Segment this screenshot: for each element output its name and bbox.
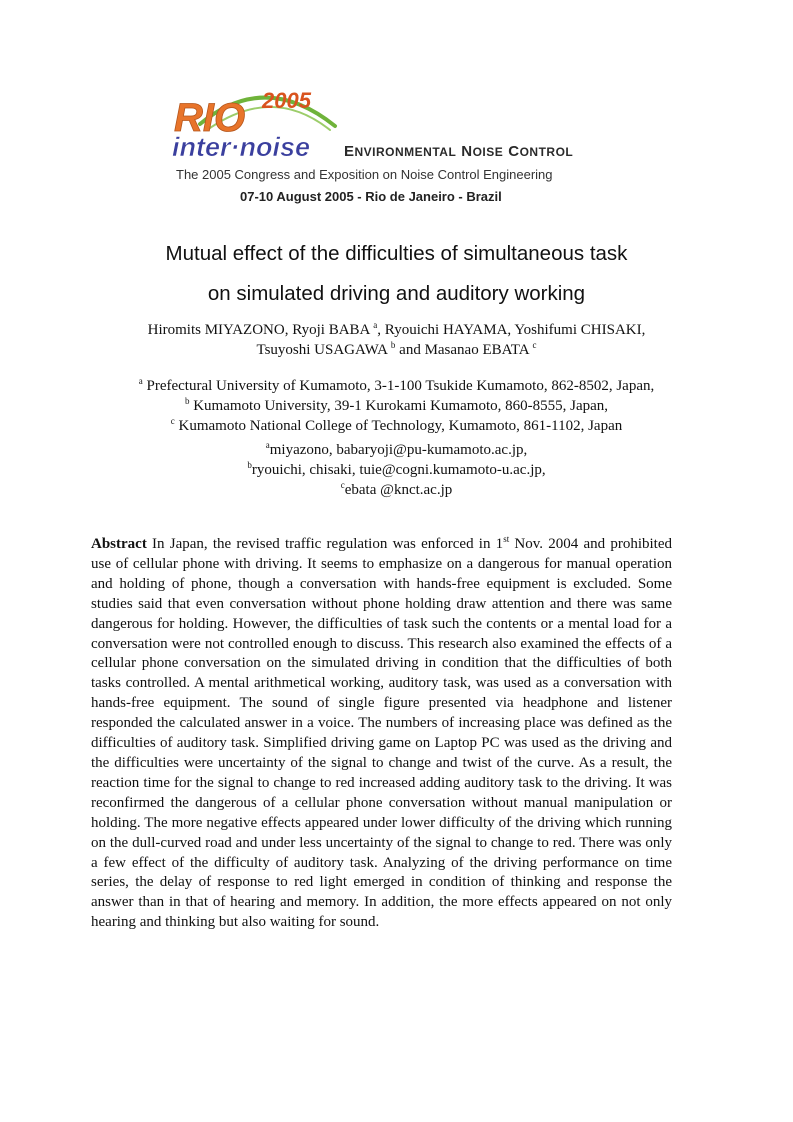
- affiliation-a: $^a$ Prefectural University of Kumamoto, 3-1-100 Tsukide Kumamoto, 862-8502, Japan,: [138, 376, 655, 394]
- email-a: $^a$miyazono, babaryoji@pu-kumamoto.ac.jp,: [265, 440, 528, 458]
- congress-subtitle: The 2005 Congress and Exposition on Noise Control Engineering: [176, 167, 553, 182]
- email-b: $^b$ryouichi, chisaki, tuie@cogni.kumamoto-u.ac.jp,: [247, 460, 546, 478]
- abstract: [91, 535, 672, 933]
- abstract-ordinal: st: [503, 534, 510, 544]
- environmental-noise-control-heading: ENVIRONMENTAL NOISE CONTROL: [344, 143, 574, 160]
- abstract-text-start: In Japan, the revised traffic regulation was enforced in 1: [146, 536, 504, 552]
- title-line-1: Mutual effect of the difficulties of simultaneous task: [165, 242, 628, 265]
- logo-year: 2005: [262, 88, 311, 113]
- affiliation-c: $^c$ Kumamoto National College of Technology, Kumamoto, 861-1102, Japan: [170, 416, 623, 434]
- authors-line-2: Tsuyoshi USAGAWA $^b$ and Masanao EBATA $^c$: [256, 340, 537, 358]
- logo-rio: RIO: [174, 96, 246, 140]
- author-list: [60, 320, 733, 360]
- author-emails: [60, 440, 733, 500]
- authors-line-1: Hiromits MIYAZONO, Ryoji BABA $^a$, Ryouichi HAYAMA, Yoshifumi CHISAKI,: [147, 320, 646, 338]
- abstract-label: Abstract: [91, 536, 147, 552]
- abstract-text-rest: Nov. 2004 and prohibited use of cellular phone with driving. It seems to emphasize on a dangerous for manual operation and holding of phone, though a conversation with hands-free equipment is excluded. Some studies said that even conversation without phone holding draw attention and there was same dangerous for holding. However, the difficulties of task such the contents or a mental load for a conversation were not controlled enough to discuss. This research also examined the effects of a cellular phone conversation on the simulated driving in condition that the difficulties of both tasks controlled. A mental arithmetical working, auditory task, was used as a conversation with hands-free equipment. The sound of single figure presented via headphone and listener responded the calculated answer in a voice. The numbers of increasing place was defined as the difficulties of auditory task. Simplified driving game on Laptop PC was used as the driving and the difficulties were uncertainty of the signal to change and twist of the curve. As a result, the reaction time for the signal to change to red increased adding auditory task to the driving. It was reconfirmed the dangerous of a cellular phone conversation without manual manipulation or holding. The more negative effects appeared under lower difficulty of the driving which running on the dull-curved road and under less uncertainty of the signal to change to red. There was only a few effect of the difficulty of auditory task. Analyzing of the driving performance on time series, the delay of response to red light emerged in condition of thinking and response the answer than in that of hearing and memory. In addition, the more effects appeared on not only hearing and thinking but also waiting for sound.: [91, 536, 672, 931]
- internoise-2005-logo: [170, 86, 350, 161]
- email-c: $^c$ebata @knct.ac.jp: [340, 480, 453, 498]
- affiliations: [60, 376, 733, 436]
- conference-header: [170, 86, 630, 216]
- paper-title: [60, 234, 733, 314]
- affiliation-b: $^b$ Kumamoto University, 39-1 Kurokami Kumamoto, 860-8555, Japan,: [184, 396, 609, 414]
- conference-dates: 07-10 August 2005 - Rio de Janeiro - Brazil: [240, 189, 502, 204]
- logo-internoise: inter·noise: [172, 132, 311, 161]
- title-line-2: on simulated driving and auditory working: [207, 282, 586, 305]
